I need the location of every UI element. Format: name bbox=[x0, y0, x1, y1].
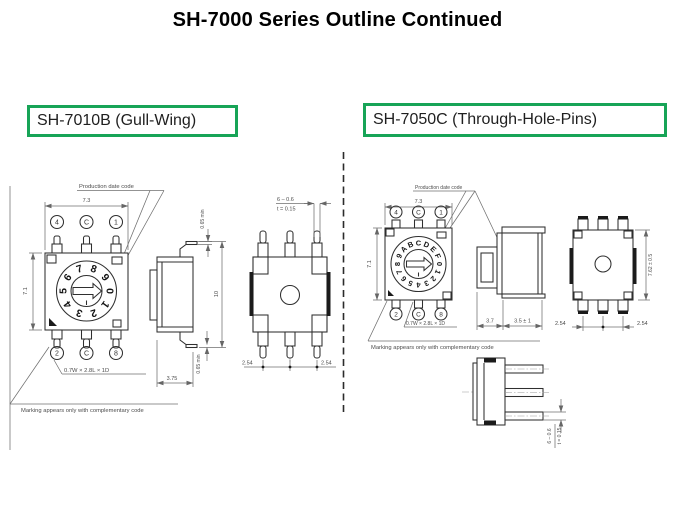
left-dim-pitch-right: 2.54 bbox=[321, 360, 332, 367]
left-dim-lead-top: 0.65 min bbox=[200, 209, 206, 229]
left-bottom-pins bbox=[52, 330, 121, 348]
right-dim-pin-length: 3.5 ± 1 bbox=[514, 318, 531, 325]
left-dim-width: 7.3 bbox=[82, 198, 91, 204]
dial-char-8: 8 bbox=[88, 262, 99, 276]
left-dim-lead-bottom: 0.65 min bbox=[196, 354, 202, 374]
left-front-bottom-pins bbox=[258, 332, 322, 358]
right-pin-side-view bbox=[462, 358, 566, 448]
dial-char-9: 9 bbox=[98, 271, 112, 284]
svg-text:1: 1 bbox=[439, 209, 443, 217]
svg-text:2: 2 bbox=[55, 350, 59, 358]
right-bottom-pins bbox=[392, 300, 445, 308]
page-title: SH-7000 Series Outline Continued bbox=[172, 9, 503, 31]
left-pin-label-top-1 bbox=[110, 216, 123, 229]
dial-char-F: F bbox=[432, 252, 443, 260]
svg-text:C: C bbox=[416, 209, 421, 217]
dial-char-5: 5 bbox=[406, 278, 415, 289]
right-dim-width: 7.3 bbox=[414, 199, 423, 205]
dial-char-0: 0 bbox=[434, 261, 444, 267]
dial-char-A: A bbox=[398, 244, 409, 255]
left-dim-pitch-left: 2.54 bbox=[242, 360, 253, 367]
left-front-body bbox=[253, 257, 327, 332]
right-dim-height: 7.1 bbox=[367, 260, 373, 268]
left-marking-note: Marking appears only with complementary code bbox=[21, 408, 144, 414]
right-dim-pitch-right: 2.54 bbox=[637, 321, 648, 327]
left-front-top-pins bbox=[258, 231, 322, 257]
right-marking-note: Marking appears only with complementary code bbox=[371, 345, 494, 351]
dial-char-6: 6 bbox=[61, 271, 75, 284]
svg-text:C: C bbox=[83, 350, 90, 358]
right-pin-label-bottom-c bbox=[413, 308, 425, 320]
right-dim-lead-thickness: t = 0.15 bbox=[557, 427, 563, 445]
left-pin-label-top-c bbox=[80, 216, 93, 229]
dial-char-8: 8 bbox=[393, 261, 403, 267]
dial-char-7: 7 bbox=[394, 268, 405, 276]
dial-char-2: 2 bbox=[428, 274, 438, 284]
left-dim-body-height: 10 bbox=[214, 290, 220, 298]
right-dim-bottom-height: 7.62 ± 0.5 bbox=[648, 253, 654, 277]
right-pin-label-top-c bbox=[413, 206, 425, 218]
left-side-view bbox=[150, 209, 226, 387]
right-pin-label-top-1 bbox=[435, 206, 447, 218]
left-dim-lead-thickness: t = 0.15 bbox=[277, 206, 296, 213]
dial-char-B: B bbox=[406, 239, 415, 250]
label-sh7050c-text: SH-7050C (Through-Hole-Pins) bbox=[373, 111, 598, 128]
right-bottom-view-top-pins bbox=[578, 216, 628, 230]
left-side-rotor bbox=[150, 270, 157, 320]
svg-text:8: 8 bbox=[439, 311, 443, 319]
svg-text:C: C bbox=[83, 219, 90, 227]
svg-text:C: C bbox=[416, 311, 421, 319]
dial-char-D: D bbox=[422, 239, 431, 250]
left-top-pins bbox=[52, 236, 121, 253]
right-bottom-view-bottom-pins bbox=[578, 300, 628, 314]
left-dim-lead-width: 6 – 0.6 bbox=[277, 197, 294, 203]
right-bottom-view bbox=[555, 216, 654, 331]
right-pin-side-body bbox=[477, 358, 505, 425]
right-top-pins bbox=[392, 220, 445, 228]
dial-char-4: 4 bbox=[61, 298, 75, 311]
svg-text:1: 1 bbox=[114, 219, 118, 227]
dial-char-1: 1 bbox=[98, 298, 112, 311]
right-dim-pitch-left: 2.54 bbox=[555, 321, 566, 327]
left-front-view bbox=[242, 197, 336, 371]
right-pin-label-top-4 bbox=[390, 206, 402, 218]
right-side-view bbox=[477, 227, 545, 330]
left-dim-height: 7.1 bbox=[23, 287, 29, 295]
right-pin-label-bottom-2 bbox=[390, 308, 402, 320]
dial-char-3: 3 bbox=[74, 306, 85, 320]
right-pin-label-bottom-8 bbox=[435, 308, 447, 320]
svg-text:4: 4 bbox=[394, 209, 398, 217]
dial-char-6: 6 bbox=[399, 274, 409, 284]
left-marking-size-note: 0.7W × 2.8L × 1D bbox=[64, 368, 110, 374]
dial-char-E: E bbox=[428, 244, 439, 255]
left-production-date-callout: Production date code bbox=[79, 184, 134, 190]
dial-char-3: 3 bbox=[422, 278, 431, 289]
right-pin-side-rotor bbox=[473, 363, 477, 420]
right-rotary-dial bbox=[391, 237, 446, 292]
svg-text:8: 8 bbox=[114, 350, 118, 358]
right-dim-lead-width: 6 – 0.6 bbox=[547, 428, 553, 444]
right-dim-body-depth: 3.7 bbox=[486, 318, 494, 325]
dial-char-1: 1 bbox=[432, 268, 443, 276]
right-marking-size-note: 0.7W × 2.8L × 1D bbox=[406, 321, 446, 327]
right-bottom-view-body bbox=[573, 230, 633, 300]
label-sh7010b-text: SH-7010B (Gull-Wing) bbox=[37, 112, 197, 129]
left-dim-base-width: 3.75 bbox=[166, 376, 178, 382]
dial-char-4: 4 bbox=[416, 280, 421, 290]
right-through-hole-pins bbox=[505, 365, 549, 420]
left-pin-label-top-4 bbox=[51, 216, 64, 229]
dial-char-0: 0 bbox=[103, 288, 116, 294]
dial-char-7: 7 bbox=[74, 262, 85, 276]
dial-char-5: 5 bbox=[57, 288, 70, 294]
dial-char-2: 2 bbox=[88, 306, 99, 320]
dial-char-C: C bbox=[415, 238, 422, 248]
svg-text:2: 2 bbox=[394, 311, 398, 319]
dial-char-9: 9 bbox=[394, 252, 405, 260]
right-production-date-callout: Production date code bbox=[415, 185, 463, 191]
svg-text:4: 4 bbox=[55, 219, 59, 227]
